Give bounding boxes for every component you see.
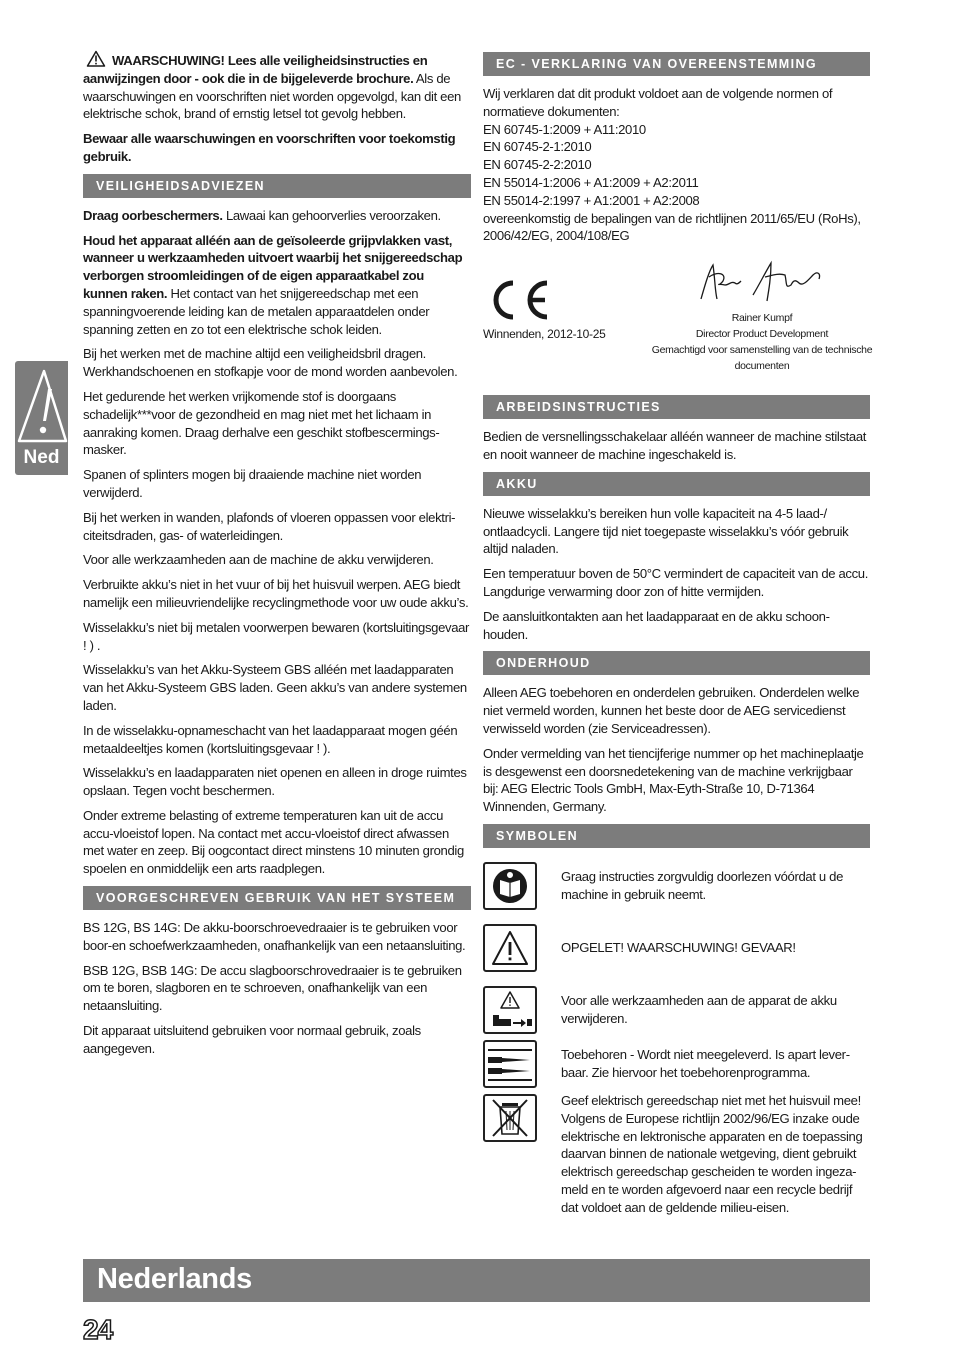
usage-heading: VOORGESCHREVEN GEBRUIK VAN HET SYSTEEM bbox=[83, 886, 471, 910]
ec-norm: EN 60745-2-2:2010 bbox=[483, 157, 592, 173]
safety-paragraph: Het gedurende het werken vrijkomende stof is doorgaans schadelijk***voor de gezondheid en mag niet met het lichaam in aanraking komen. Draag derhalve een geschikt stofbescermingsmasker. bbox=[83, 388, 440, 458]
ec-intro: Wij verklaren dat dit produkt voldoet aan de volgende normen of normatieve dokumenten: bbox=[483, 86, 833, 119]
warning-paragraph bbox=[83, 50, 471, 123]
signer-name: Rainer Kumpf bbox=[731, 312, 793, 325]
ce-mark-icon bbox=[485, 277, 551, 323]
safety-paragraph: Bij het werken met de machine altijd een veiligheidsbril dragen. Werkhandschoenen en stofkapje voor de mond worden aanbevolen. bbox=[83, 346, 458, 380]
grip-text: Het contact van het snijgereedschap met een spanningvoerende leiding kan de metalen apparaatdelen onder spanning zetten en zo tot een elektrische schok leiden. bbox=[83, 285, 430, 337]
warning-triangle-icon bbox=[483, 924, 537, 972]
safety-paragraph: Onder extreme belasting of extreme temperaturen kan uit de accu accu-vloeistof lopen. Na contact met accu-vloeistof direct afwassen met water en zeep. Bij oogcontact direct minstens 10 minuten grondig spoelen en onmiddelijk een arts raadplegen. bbox=[83, 807, 464, 877]
ec-norm: EN 60745-2-1:2010 bbox=[483, 139, 592, 155]
warning-triangle-icon bbox=[86, 50, 106, 67]
symbol-text: Voor alle werkzaamheden aan de apparat de akku verwijderen. bbox=[561, 993, 837, 1026]
maintenance-paragraph: Alleen AEG toebehoren en onderdelen gebruiken. Onderdelen welke niet vermeld worden, kunnen het beste door de AEG servicedienst verwisseld worden (zie Serviceadressen). bbox=[483, 685, 860, 736]
ec-norm: EN 55014-2:1997 + A1:2001 + A2:2008 bbox=[483, 192, 700, 208]
symbol-text: Geef elektrisch gereedschap niet met het huisvuil mee! Volgens de Europese richtlijn 2002/96/EG inzake oude elektrische en lektronische apparaten en de toepassing daarvan binnen de nationale wetgeving, dient gebruikt elektrisch gereedschap gescheiden te worden ingezameld en te worden afgevoerd naar een recycle bedrijf dat voldoet aan de geldende milieu-eisen. bbox=[561, 1092, 863, 1215]
ear-text: Lawaai kan gehoorverlies veroorzaken. bbox=[222, 207, 441, 223]
language-tab-label: Ned bbox=[23, 447, 60, 468]
symbol-row bbox=[483, 862, 870, 910]
safety-paragraph: In de wisselakku-opnameschacht van het laadapparaat mogen géén metaaldeeltjes komen (kortsluitingsgevaar ! ). bbox=[83, 722, 458, 756]
ec-outro: overeenkomstig de bepalingen van de richtlijnen 2011/65/EU (RoHs), 2006/42/EG, 2004/108/EG bbox=[483, 210, 861, 244]
akku-paragraph: Nieuwe wisselakku’s bereiken hun volle kapaciteit na 4-5 laad-/ ontlaadcycli. Langere tijd niet toegepaste wisselakku’s vóór gebruik altijd naladen. bbox=[483, 505, 849, 557]
read-manual-icon bbox=[483, 862, 537, 910]
grip-bold: Houd het apparaat alléén aan de geïsoleerde grijpvlakken vast, wanneer u werkzaamheden uitvoert waarbij het snijgereedschap verborgen stroomleidingen of de eigen apparaatkabel zou kunnen raken. bbox=[83, 232, 463, 301]
ec-norm: EN 55014-1:2006 + A1:2009 + A2:2011 bbox=[483, 174, 699, 190]
akku-heading: AKKU bbox=[483, 472, 870, 496]
ear-bold: Draag oorbeschermers. bbox=[83, 207, 223, 223]
language-tab bbox=[15, 361, 68, 475]
ec-norm: EN 60745-1:2009 + A11:2010 bbox=[483, 121, 646, 137]
symbol-text: Graag instructies zorgvuldig doorlezen vóórdat u de machine in gebruik neemt. bbox=[561, 869, 844, 902]
maintenance-heading: ONDERHOUD bbox=[483, 651, 870, 675]
weee-bin-icon bbox=[483, 1094, 537, 1142]
symbol-row bbox=[483, 986, 870, 1034]
warning-bold: WAARSCHUWING! Lees alle veiligheidsinstructies en aanwijzingen door - ook die in de bijgeleverde brochure. bbox=[83, 53, 428, 86]
keep-note bbox=[83, 130, 471, 166]
safety-paragraph: Spanen of splinters mogen bij draaiende machine niet worden verwijderd. bbox=[83, 467, 422, 500]
ce-date: Winnenden, 2012-10-25 bbox=[483, 327, 606, 342]
language-footer-bar bbox=[83, 1259, 870, 1302]
safety-paragraph: Bij het werken in wanden, plafonds of vloeren oppassen voor elektriciteitsdraden, gas- of waterleidingen. bbox=[83, 509, 456, 543]
signer-note: Gemachtigd voor samenstelling van de technische documenten bbox=[651, 344, 873, 373]
ec-heading: EC - VERKLARING VAN OVEREENSTEMMING bbox=[483, 52, 870, 76]
footer-title: Nederlands bbox=[97, 1263, 252, 1295]
symbols-heading: SYMBOLEN bbox=[483, 824, 870, 848]
ce-signature-block bbox=[483, 255, 873, 387]
symbol-row bbox=[483, 1040, 870, 1088]
safety-paragraph: Wisselakku’s en laadapparaten niet openen en alleen in droge ruimtes opslaan. Tegen vocht beschermen. bbox=[83, 765, 467, 799]
work-heading: ARBEIDSINSTRUCTIES bbox=[483, 395, 870, 419]
symbol-row bbox=[483, 924, 870, 972]
symbol-row bbox=[483, 1094, 870, 1217]
maintenance-paragraph: Onder vermelding van het tiencijferige nummer op het machineplaatje is desgewenst een doorsnedetekening van de machine verkrijgbaar bij: AEG Electric Tools GmbH, Max-Eyth-Straße 10, D-71364 Winnenden, Germany. bbox=[483, 745, 864, 815]
ec-declaration bbox=[483, 85, 870, 245]
safety-paragraph: Wisselakku’s niet bij metalen voorwerpen bewaren (kortsluitingsgevaar ! ) . bbox=[83, 619, 470, 653]
symbol-text: OPGELET! WAARSCHUWING! GEVAAR! bbox=[561, 940, 796, 956]
left-column bbox=[83, 50, 471, 1065]
ear-protection-paragraph bbox=[83, 207, 471, 225]
usage-paragraph: BS 12G, BS 14G: De akku-boorschroevedraaier is te gebruiken voor boor-en schoefwerkzaamheden, onafhankelijk van een netaansluiting. bbox=[83, 920, 466, 953]
accessory-icon bbox=[483, 1040, 537, 1088]
safety-paragraph: Voor alle werkzaamheden aan de machine de akku verwijderen. bbox=[83, 552, 434, 568]
signer-title: Director Product Development bbox=[695, 328, 829, 341]
signer-info bbox=[651, 310, 873, 374]
remove-battery-icon bbox=[483, 986, 537, 1034]
usage-paragraph: Dit apparaat uitsluitend gebruiken voor normaal gebruik, zoals aangegeven. bbox=[83, 1023, 421, 1056]
safety-paragraph: Wisselakku’s van het Akku-Systeem GBS alléén met laadapparaten van het Akku-Systeem GBS laden. Geen akku’s van andere systemen laden. bbox=[83, 662, 467, 713]
symbol-text: Toebehoren - Wordt niet meegeleverd. Is apart leverbaar. Zie hiervoor het toebehorenprogramma. bbox=[561, 1047, 851, 1080]
akku-paragraph: Een temperatuur boven de 50°C vermindert de capaciteit van de accu. Langdurige verwarming door zon of hitte vermijden. bbox=[483, 566, 869, 599]
usage-paragraph: BSB 12G, BSB 14G: De accu slagboorschrovedraaier is te gebruiken om te boren, slagboren en te schroeven, onafhankelijk van een netaansluiting. bbox=[83, 962, 462, 1014]
page-number: 24 bbox=[83, 1314, 113, 1345]
keep-note-bold: Bewaar alle waarschuwingen en voorschriften voor toekomstig gebruik. bbox=[83, 131, 456, 164]
grip-paragraph bbox=[83, 232, 471, 339]
safety-heading: VEILIGHEIDSADVIEZEN bbox=[83, 174, 471, 198]
akku-paragraph: De aansluitkontakten aan het laadapparaat en de akku schoonhouden. bbox=[483, 608, 830, 642]
right-column bbox=[483, 50, 873, 1223]
warning-text: Als de waarschuwingen en voorschriften niet worden opgevolgd, kan dit een elektrische schok, brand of ernstig letsel tot gevolg hebben. bbox=[83, 70, 461, 122]
work-paragraph: Bedien de versnellingsschakelaar alléén wanneer de machine stilstaat en nooit wanneer de machine ingeschakeld is. bbox=[483, 429, 867, 462]
signature-icon bbox=[695, 255, 835, 307]
safety-paragraph: Verbruikte akku’s niet in het vuur of bij het huisvuil werpen. AEG biedt namelijk een milieuvriendelijke recyclingmethode voor uw oude akku’s. bbox=[83, 577, 469, 610]
warning-triangle-icon bbox=[15, 365, 68, 445]
